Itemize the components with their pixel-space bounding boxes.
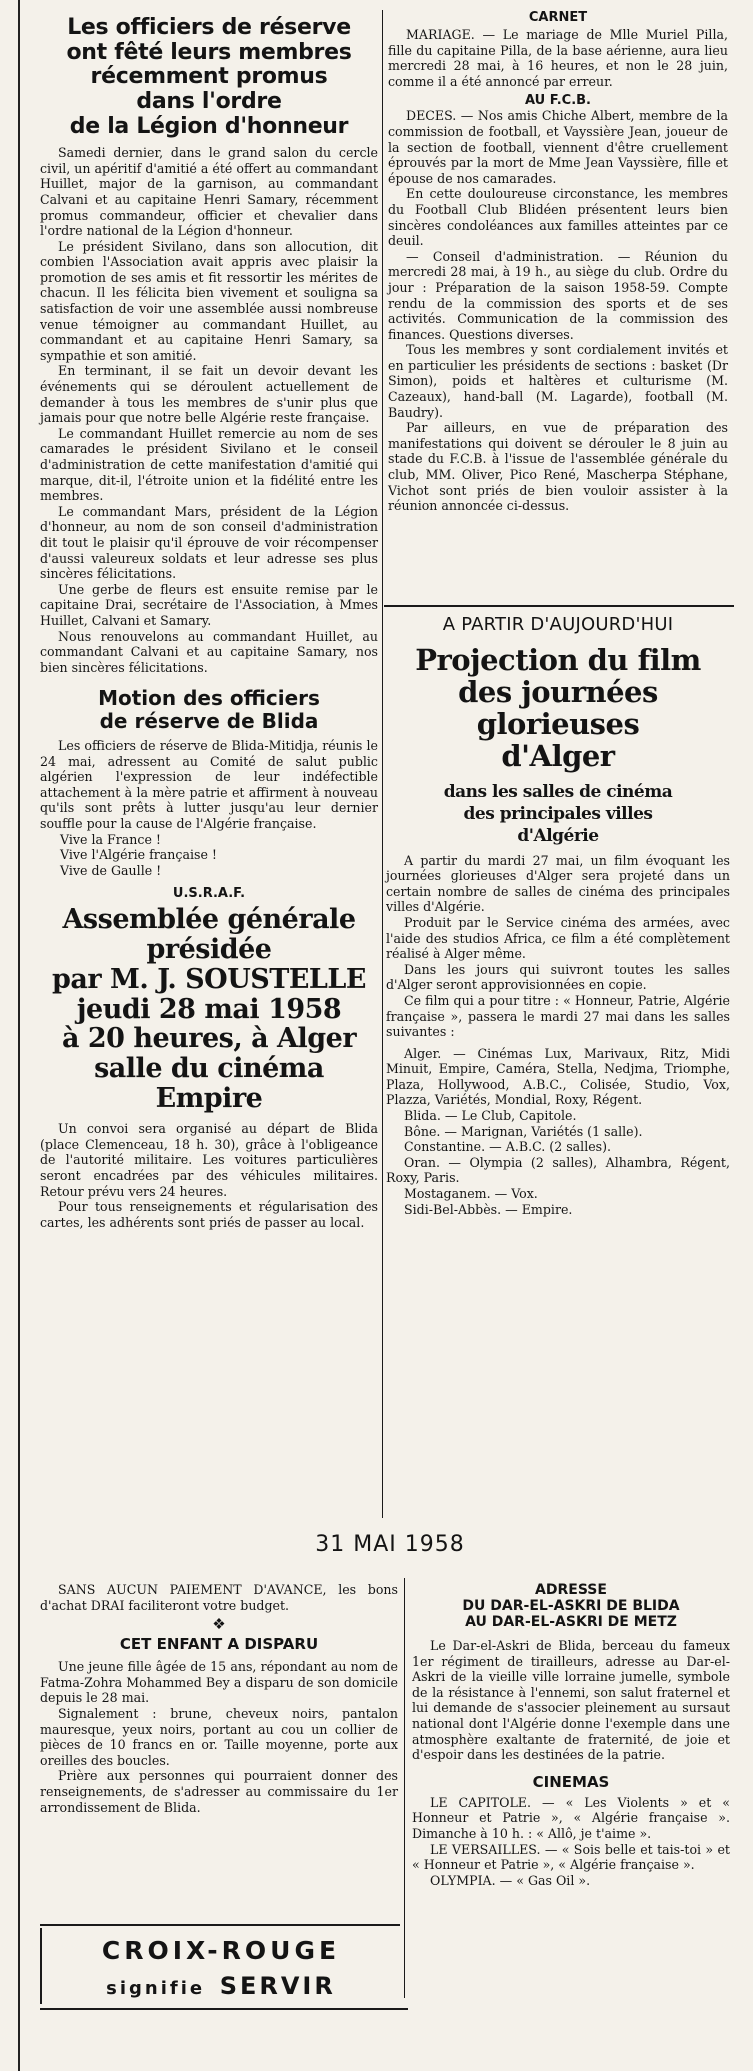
assemblee-headline: [40, 905, 378, 1113]
headline-line: à 20 heures, à Alger: [61, 1023, 357, 1055]
article-paragraph: En terminant, il se fait un devoir devant les événements qui se déroulent actuellement de demander à tous les membres de s'unir plus que jamais pour que notre belle Algérie reste française.: [40, 363, 378, 426]
signifie-word: signifie: [106, 1978, 206, 1999]
cinema-list-item: Bône. — Marignan, Variétés (1 salle).: [404, 1123, 643, 1139]
bottom-right-column: [412, 1582, 730, 1888]
motion-cry: Vive l'Algérie française !: [60, 847, 217, 863]
usraf-label: U.S.R.A.F.: [172, 886, 246, 902]
column-rule: [382, 10, 383, 1518]
headline-line: DU DAR-EL-ASKRI DE BLIDA: [462, 1598, 680, 1614]
headline-line: de réserve de Blida: [99, 708, 319, 733]
cinema-list-item: Alger. — Cinémas Lux, Marivaux, Ritz, Midi Minuit, Empire, Caméra, Stella, Nedjma, Triomphe, Plaza, Hollywood, A.B.C., Colisée, Studio, Vox, Plazza, Variétés, Mondial, Roxy, Régent.: [386, 1045, 730, 1108]
cinema-list-item: Oran. — Olympia (2 salles), Alhambra, Régent, Roxy, Paris.: [386, 1154, 730, 1186]
disparu-article: [40, 1659, 398, 1815]
article-paragraph: Signalement : brune, cheveux noirs, pantalon mauresque, yeux noirs, portant au cou un collier de pièces de 10 francs en or. Taille moyenne, porte aux oreilles des boucles.: [40, 1705, 398, 1768]
projection-subheadline: [386, 781, 730, 847]
headline-line: Les officiers de réserve: [67, 15, 351, 40]
cinemas-list: [412, 1795, 730, 1889]
headline-line: AU DAR-EL-ASKRI DE METZ: [465, 1614, 677, 1630]
headline-line: Assemblée générale: [62, 904, 356, 936]
cinemas-heading: CINEMAS: [532, 1772, 610, 1791]
article-paragraph: DECES. — Nos amis Chiche Albert, membre de la commission de football, et Vayssière Jean, joueur de la section de football, viennent d'être cruellement éprouvés par la mort de Mme Jean Vayssière, fille et épouse de nos camarades.: [388, 108, 728, 186]
motion-headline: [40, 687, 378, 732]
carnet-paragraph: MARIAGE. — Le mariage de Mlle Muriel Pilla, fille du capitaine Pilla, de la base aérienne, aura lieu mercredi 28 mai, à 16 heures, et non le 28 juin, comme il a été annoncé par erreur.: [388, 27, 728, 89]
officiers-headline: [40, 16, 378, 139]
article-paragraph: Produit par le Service cinéma des armées, avec l'aide des studios Africa, ce film a été complètement réalisé à Alger même.: [386, 914, 730, 962]
ornament-icon: ❖: [212, 1615, 226, 1634]
article-paragraph: Samedi dernier, dans le grand salon du cercle civil, un apéritif d'amitié a été offert au commandant Huillet, major de la garnison, au commandant Calvani et au capitaine Henri Samary, récemment promus commandeur, officier et chevalier dans l'ordre national de la Légion d'honneur.: [40, 145, 378, 239]
carnet-heading: CARNET: [528, 10, 588, 25]
cinemas-list-item: LE CAPITOLE. — « Les Violents » et « Honneur et Patrie », « Algérie française ». Dimanche à 10 h. : « Allô, je t'aime ».: [412, 1794, 730, 1841]
headline-line: ADRESSE: [535, 1582, 607, 1598]
headline-line: de la Légion d'honneur: [69, 113, 349, 139]
article-paragraph: Pour tous renseignements et régularisation des cartes, les adhérents sont priés de passer au local.: [40, 1199, 378, 1230]
headline-line: dans l'ordre: [136, 88, 282, 114]
article-paragraph: Un convoi sera organisé au départ de Blida (place Clemenceau, 18 h. 30), grâce à l'obligeance de l'autorité militaire. Les voitures particulières seront encadrées par des véhicules militaires. Retour prévu vers 24 heures.: [40, 1121, 378, 1199]
croix-rouge-left-rule: [40, 1928, 42, 2004]
page-edge: [18, 0, 20, 2071]
projection-headline: [386, 645, 730, 773]
headline-line: d'Algérie: [517, 825, 599, 846]
article-paragraph: Tous les membres y sont cordialement invités et en particulier les présidents de sections : basket (Dr Simon), poids et haltères et culturisme (M. Cazeaux), hand-ball (M. Lagarde), football (M. Baudry).: [388, 342, 728, 420]
croix-rouge-bottom-rule: [40, 2008, 408, 2010]
cinema-list-item: Sidi-Bel-Abbès. — Empire.: [404, 1201, 573, 1217]
disparu-heading: CET ENFANT A DISPARU: [119, 1635, 319, 1654]
headline-line: Motion des officiers: [98, 686, 320, 711]
headline-line: par M. J. SOUSTELLE: [52, 963, 366, 995]
headline-line: jeudi 28 mai 1958: [76, 993, 342, 1025]
date-line: 31 MAI 1958: [315, 1532, 465, 1557]
adresse-headline: [412, 1582, 730, 1630]
cinema-list-item: Blida. — Le Club, Capitole.: [404, 1108, 577, 1124]
article-paragraph: Une gerbe de fleurs est ensuite remise par le capitaine Drai, secrétaire de l'Association, à Mmes Huillet, Calvani et Samary.: [40, 581, 378, 628]
fcb-heading: AU F.C.B.: [525, 93, 591, 109]
motion-cry: Vive de Gaulle !: [60, 862, 162, 878]
servir-word: SERVIR: [219, 1972, 336, 2000]
article-paragraph: Prière aux personnes qui pourraient donner des renseignements, de s'adresser au commissaire du 1er arrondissement de Blida.: [40, 1768, 398, 1815]
article-paragraph: Nous renouvelons au commandant Huillet, au commandant Calvani et au capitaine Samary, nos bien sincères félicitations.: [40, 628, 378, 675]
projection-article: [386, 853, 730, 1040]
officiers-article: [40, 145, 378, 675]
right-column: [388, 10, 728, 514]
drai-paragraph: SANS AUCUN PAIEMENT D'AVANCE, les bons d'achat DRAI faciliteront votre budget.: [40, 1582, 398, 1613]
fcb-article: [388, 108, 728, 513]
headline-line: des principales villes: [463, 803, 653, 824]
croix-rouge-title: CROIX-ROUGE: [101, 1936, 341, 1965]
partir-heading: A PARTIR D'AUJOURD'HUI: [442, 614, 674, 635]
cinemas-list-item: OLYMPIA. — « Gas Oil ».: [430, 1872, 591, 1888]
article-paragraph: Par ailleurs, en vue de préparation des manifestations qui doivent se dérouler le 8 juin au stade du F.C.B. à l'issue de l'assemblée générale du club, MM. Oliver, Pico René, Mascherpa Stéphane, Vichot sont priés de bien vouloir assister à la réunion annoncée ci-dessus.: [388, 420, 728, 514]
article-paragraph: A partir du mardi 27 mai, un film évoquant les journées glorieuses d'Alger sera projeté dans un certain nombre de salles de cinéma des principales villes d'Algérie.: [386, 852, 730, 915]
article-paragraph: En cette douloureuse circonstance, les membres du Football Club Blidéen présentent leurs bien sincères condoléances aux familles atteintes par ce deuil.: [388, 186, 728, 249]
cinema-list: [386, 1046, 730, 1218]
article-paragraph: Les officiers de réserve de Blida-Mitidja, réunis le 24 mai, adressent au Comité de salut public algérien l'expression de leur indéfectible attachement à la mère patrie et affirment à nouveau qu'ils sont prêts à lutter jusqu'au leur dernier souffle pour la cause de l'Algérie française.: [40, 738, 378, 832]
headline-line: salle du cinéma Empire: [94, 1052, 324, 1114]
adresse-paragraph: Le Dar-el-Askri de Blida, berceau du fameux 1er régiment de tirailleurs, adresse au Dar-el-Askri de la vieille ville lorraine jumelle, symbole de la résistance à l'ennemi, son salut fraternel et lui demande de s'associer pleinement au sursaut national dont l'Algérie donne l'exemple dans une atmosphère exaltante de fraternité, de joie et d'espoir dans les destinées de la patrie.: [412, 1638, 730, 1763]
cinema-list-item: Constantine. — A.B.C. (2 salles).: [404, 1139, 612, 1155]
headline-line: récemment promus: [90, 64, 328, 90]
cinemas-list-item: LE VERSAILLES. — « Sois belle et tais-toi » et « Honneur et Patrie », « Algérie française ».: [412, 1841, 730, 1873]
article-paragraph: Ce film qui a pour titre : « Honneur, Patrie, Algérie française », passera le mardi 27 mai dans les salles suivantes :: [386, 992, 730, 1040]
article-paragraph: Le commandant Mars, président de la Légion d'honneur, au nom de son conseil d'administration dit tout le plaisir qu'il éprouve de voir récompenser d'aussi valeureux soldats et leur adresse ses plus sincères félicitations.: [40, 503, 378, 582]
assemblee-article: [40, 1121, 378, 1230]
croix-rouge-top-rule: [40, 1924, 400, 1926]
headline-line: ont fêté leurs membres: [66, 39, 352, 65]
bottom-column-rule: [404, 1578, 405, 1998]
motion-cry: Vive la France !: [60, 831, 161, 847]
cinema-list-item: Mostaganem. — Vox.: [404, 1186, 538, 1202]
headline-line: d'Alger: [501, 738, 615, 773]
projection-section: [386, 614, 730, 1217]
article-paragraph: Le commandant Huillet remercie au nom de ses camarades le président Sivilano et le conseil d'administration de cette manifestation d'amitié qui marque, dit-il, l'étroite union et la fidélité entre les membres.: [40, 425, 378, 504]
left-column: [40, 16, 378, 1230]
article-paragraph: Une jeune fille âgée de 15 ans, répondant au nom de Fatma-Zohra Mohammed Bey a disparu de son domicile depuis le 28 mai.: [40, 1659, 398, 1706]
article-paragraph: Dans les jours qui suivront toutes les salles d'Alger seront approvisionnées en copie.: [386, 961, 730, 993]
headline-line: présidée: [146, 934, 272, 966]
headline-line: dans les salles de cinéma: [443, 781, 673, 802]
headline-line: des journées glorieuses: [458, 674, 658, 741]
croix-rouge-tagline: [46, 1972, 396, 2000]
bottom-left-column: [40, 1582, 398, 1815]
section-rule: [384, 605, 734, 607]
headline-line: Projection du film: [415, 643, 701, 677]
motion-article: [40, 738, 378, 878]
article-paragraph: — Conseil d'administration. — Réunion du mercredi 28 mai, à 19 h., au siège du club. Ordre du jour : Préparation de la saison 1958-59. Compte rendu de la commission des sports et de ses activités. Communication de la commission des finances. Questions diverses.: [388, 248, 728, 342]
article-paragraph: Le président Sivilano, dans son allocution, dit combien l'Association avait appris avec plaisir la promotion de ses amis et fit ressortir les mérites de chacun. Il les félicita bien vivement et souligna sa satisfaction de voir une assemblée aussi nombreuse venue témoigner au commandant Huillet, au commandant et au capitaine Henri Samary, sa sympathie et son amitié.: [40, 238, 378, 363]
